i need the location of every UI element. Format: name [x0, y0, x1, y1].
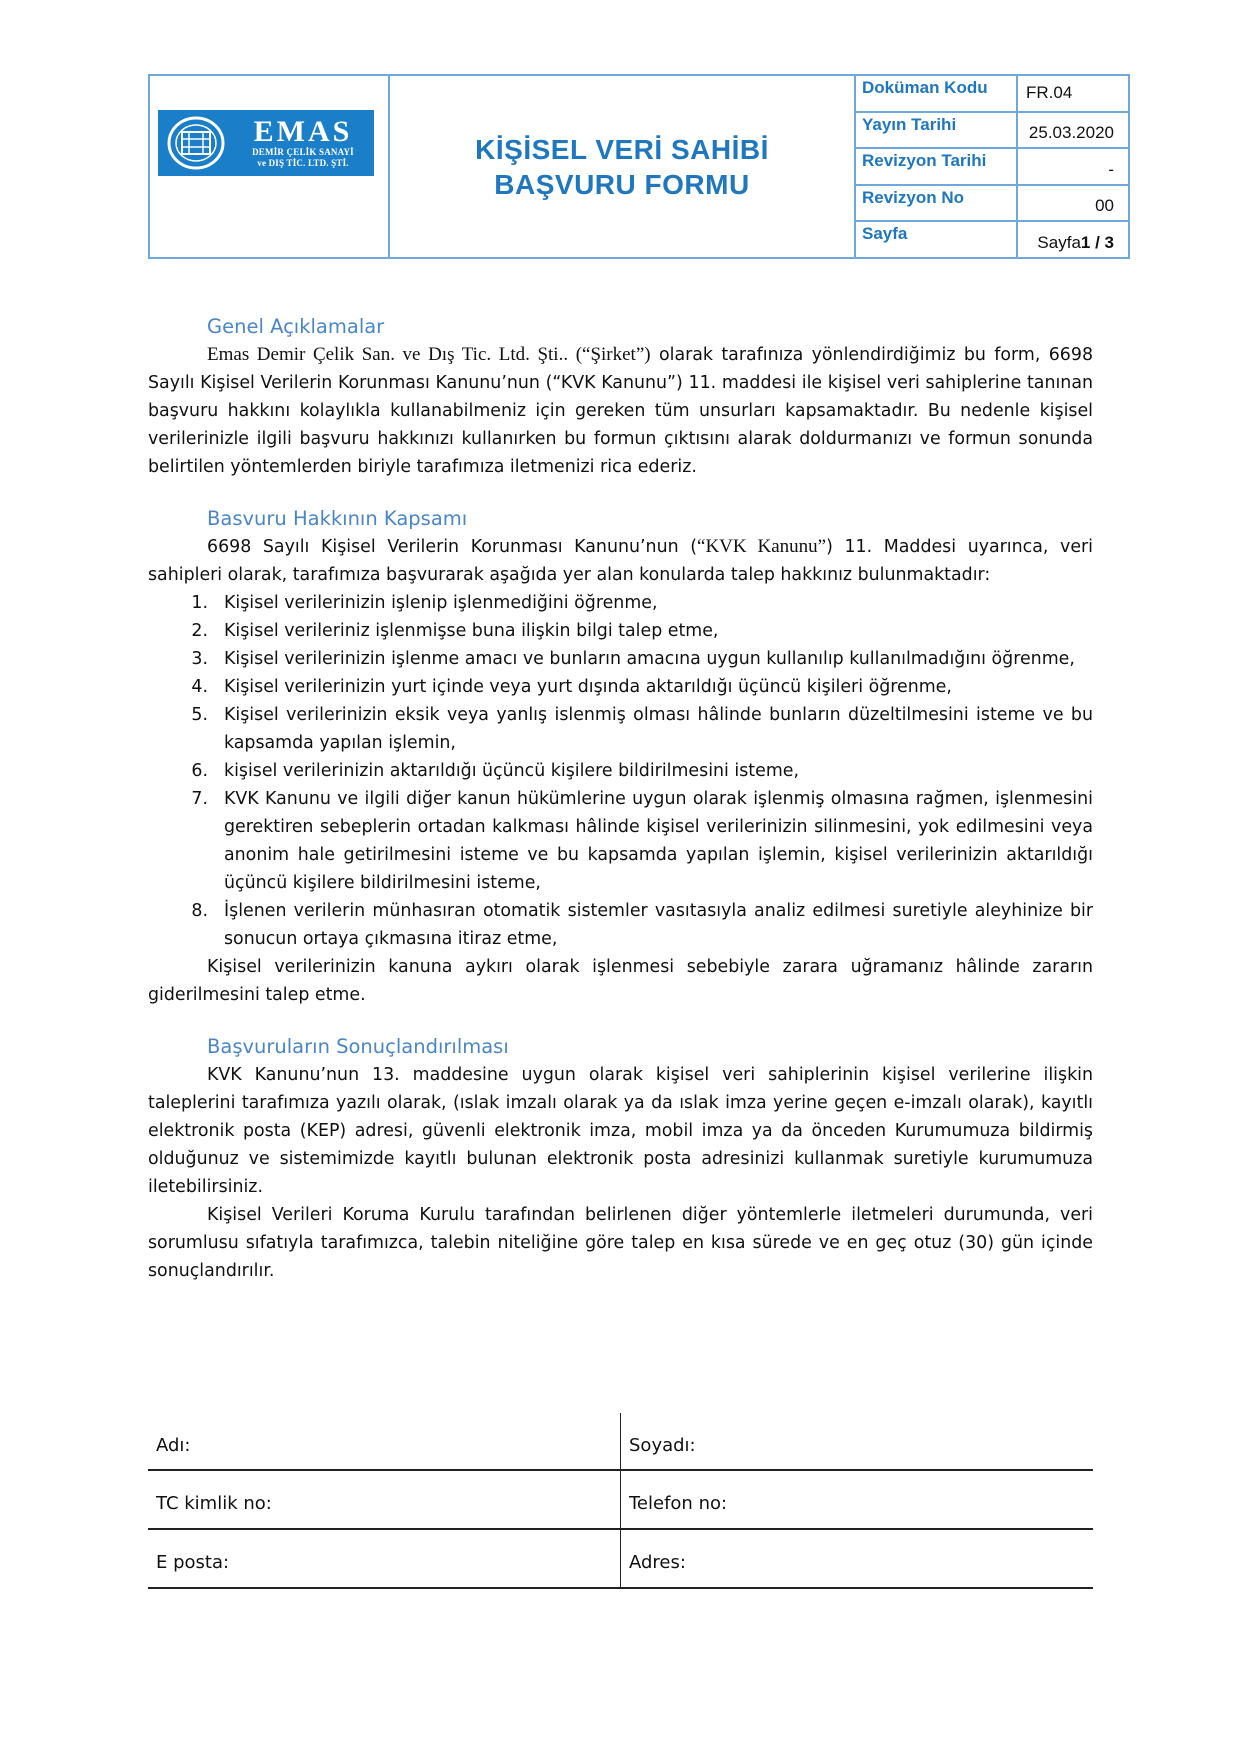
list-item: 7. KVK Kanunu ve ilgili diğer kanun hükümlerine uygun olarak işlenmiş olmasına rağmen, işlenmesini gerektiren sebeplerin ortadan kalkması hâlinde kişisel verilerinizin silinmesini, yok edilmesini veya anonim hale getirilmesini isteme ve bu kapsamda yapılan işlemin, kişisel verilerinizin aktarıldığı üçüncü kişilere bildirilmesini isteme,	[191, 789, 1093, 893]
meta-value-page	[1018, 222, 1128, 257]
meta-row-publish-date	[856, 113, 1128, 150]
section-heading-general: Genel Açıklamalar	[207, 315, 385, 338]
meta-value: -	[1108, 159, 1114, 179]
page-number: 1 / 3	[1080, 232, 1114, 252]
list-item: 5. Kişisel verilerinizin eksik veya yanlış islenmiş olması hâlinde bunların düzeltilmesini isteme ve bu kapsamda yapılan işlemin,	[191, 705, 1093, 753]
rights-list	[148, 589, 1093, 953]
list-item: 8. İşlenen verilerin münhasıran otomatik sistemler vasıtasıyla analiz edilmesi suretiyle aleyhinize bir sonucun ortaya çıkmasına itiraz etme,	[191, 901, 1093, 949]
list-item: 1. Kişisel verilerinizin işlenip işlenmediğini öğrenme,	[191, 593, 658, 613]
form-row	[148, 1530, 1093, 1589]
results-paragraph-1: KVK Kanunu’nun 13. maddesine uygun olarak kişisel veri sahiplerinin kişisel verilerine ilişkin taleplerini tarafımıza yazılı olarak, (ıslak imzalı olarak ya da ıslak imza yerine geçen e-imzalı olarak), kayıtlı elektronik posta (KEP) adresi, güvenli elektronik imza, mobil imza ya da önceden Kurumumuza bildirmiş olduğunuz ve sistemimizde kayıtlı bulunan elektronik posta adresinizi kullanmak suretiyle kurumumuza iletebilirsiniz.	[148, 1065, 1093, 1197]
section-heading-scope: Basvuru Hakkının Kapsamı	[207, 507, 468, 530]
surname-field[interactable]: Soyadı:	[620, 1413, 1092, 1469]
results-paragraph-2: Kişisel Verileri Koruma Kurulu tarafından belirlenen diğer yöntemlerle iletmeleri durumunda, veri sorumlusu sıfatıyla tarafımızca, talebin niteliğine göre talep en kısa sürede ve en geç otuz (30) gün içinde sonuçlandırılır.	[148, 1205, 1093, 1281]
meta-value: FR.04	[1026, 83, 1073, 103]
logo-subtitle-line1: DEMİR ÇELİK SANAYİ	[252, 147, 354, 157]
phone-field[interactable]: Telefon no:	[620, 1471, 1092, 1528]
meta-label: Sayfa	[856, 222, 1018, 257]
list-item: 3. Kişisel verilerinizin işlenme amacı ve bunların amacına uygun kullanılıp kullanılmadığını öğrenme,	[191, 649, 1075, 669]
document-body	[148, 313, 1093, 1285]
meta-label: Doküman Kodu	[856, 76, 1018, 111]
document-title	[390, 76, 856, 257]
email-field[interactable]: E posta:	[156, 1552, 230, 1573]
scope-intro: 6698 Sayılı Kişisel Verilerin Korunması Kanunu’nun (“KVK Kanunu”) 11. Maddesi uyarınca, veri sahipleri olarak, tarafımıza başvurarak aşağıda yer alan konularda talep hakkınız bulunmaktadır:	[148, 536, 1094, 585]
company-name: Emas Demir Çelik San. ve Dış Tic. Ltd. Şti.. (“Şirket”)	[207, 344, 651, 365]
list-item: 6. kişisel verilerinizin aktarıldığı üçüncü kişilere bildirilmesini isteme,	[191, 761, 799, 781]
scope-closing: Kişisel verilerinizin kanuna aykırı olarak işlenmesi sebebiyle zarara uğramanız hâlinde zararın giderilmesini talep etme.	[148, 957, 1093, 1005]
form-row	[148, 1413, 1093, 1471]
page-prefix: Sayfa	[1037, 232, 1081, 252]
logo-cell	[150, 76, 390, 257]
name-field[interactable]: Adı:	[156, 1435, 191, 1456]
document-meta-table	[856, 76, 1128, 257]
logo-wordmark: EMAS	[253, 115, 353, 148]
title-line-2: BAŞVURU FORMU	[494, 168, 750, 200]
meta-label: Revizyon No	[856, 186, 1018, 221]
general-paragraph	[148, 341, 1093, 481]
address-field[interactable]: Adres:	[620, 1530, 1092, 1587]
section-heading-results: Başvuruların Sonuçlandırılması	[207, 1035, 509, 1058]
meta-row-revision-no	[856, 186, 1128, 223]
list-item: 4. Kişisel verilerinizin yurt içinde veya yurt dışında aktarıldığı üçüncü kişileri öğrenme,	[191, 677, 952, 697]
meta-label: Revizyon Tarihi	[856, 149, 1018, 184]
document-header	[148, 74, 1130, 259]
meta-value: 00	[1095, 196, 1114, 216]
applicant-form	[148, 1413, 1093, 1589]
meta-row-document-code	[856, 76, 1128, 113]
title-line-1: KİŞİSEL VERİ SAHİBİ	[475, 133, 769, 165]
meta-row-page	[856, 222, 1128, 257]
logo-emblem-icon	[158, 110, 234, 176]
tc-id-field[interactable]: TC kimlik no:	[156, 1493, 272, 1514]
general-text: olarak tarafınıza yönlendirdiğimiz bu form, 6698 Sayılı Kişisel Verilerin Korunması Kanunu’nun (“KVK Kanunu”) 11. maddesi ile kişisel veri sahiplerine tanınan başvuru hakkını kolaylıkla kullanabilmeniz için gereken tüm unsurları kapsamaktadır. Bu nedenle kişisel verilerinizle ilgili başvuru hakkınızı kullanırken bu formun çıktısını alarak doldurmanızı ve formun sonunda belirtilen yöntemlerden biriyle tarafımıza iletmenizi rica ederiz.	[148, 345, 1094, 477]
company-logo	[158, 110, 374, 176]
meta-label: Yayın Tarihi	[856, 113, 1018, 148]
logo-subtitle-line2: ve DIŞ TİC. LTD. ŞTİ.	[257, 158, 349, 168]
kvk-kanunu-label: “KVK Kanunu”	[697, 536, 827, 557]
meta-row-revision-date	[856, 149, 1128, 186]
form-row	[148, 1471, 1093, 1530]
list-item: 2. Kişisel verileriniz işlenmişse buna ilişkin bilgi talep etme,	[191, 621, 719, 641]
meta-value: 25.03.2020	[1028, 123, 1114, 143]
